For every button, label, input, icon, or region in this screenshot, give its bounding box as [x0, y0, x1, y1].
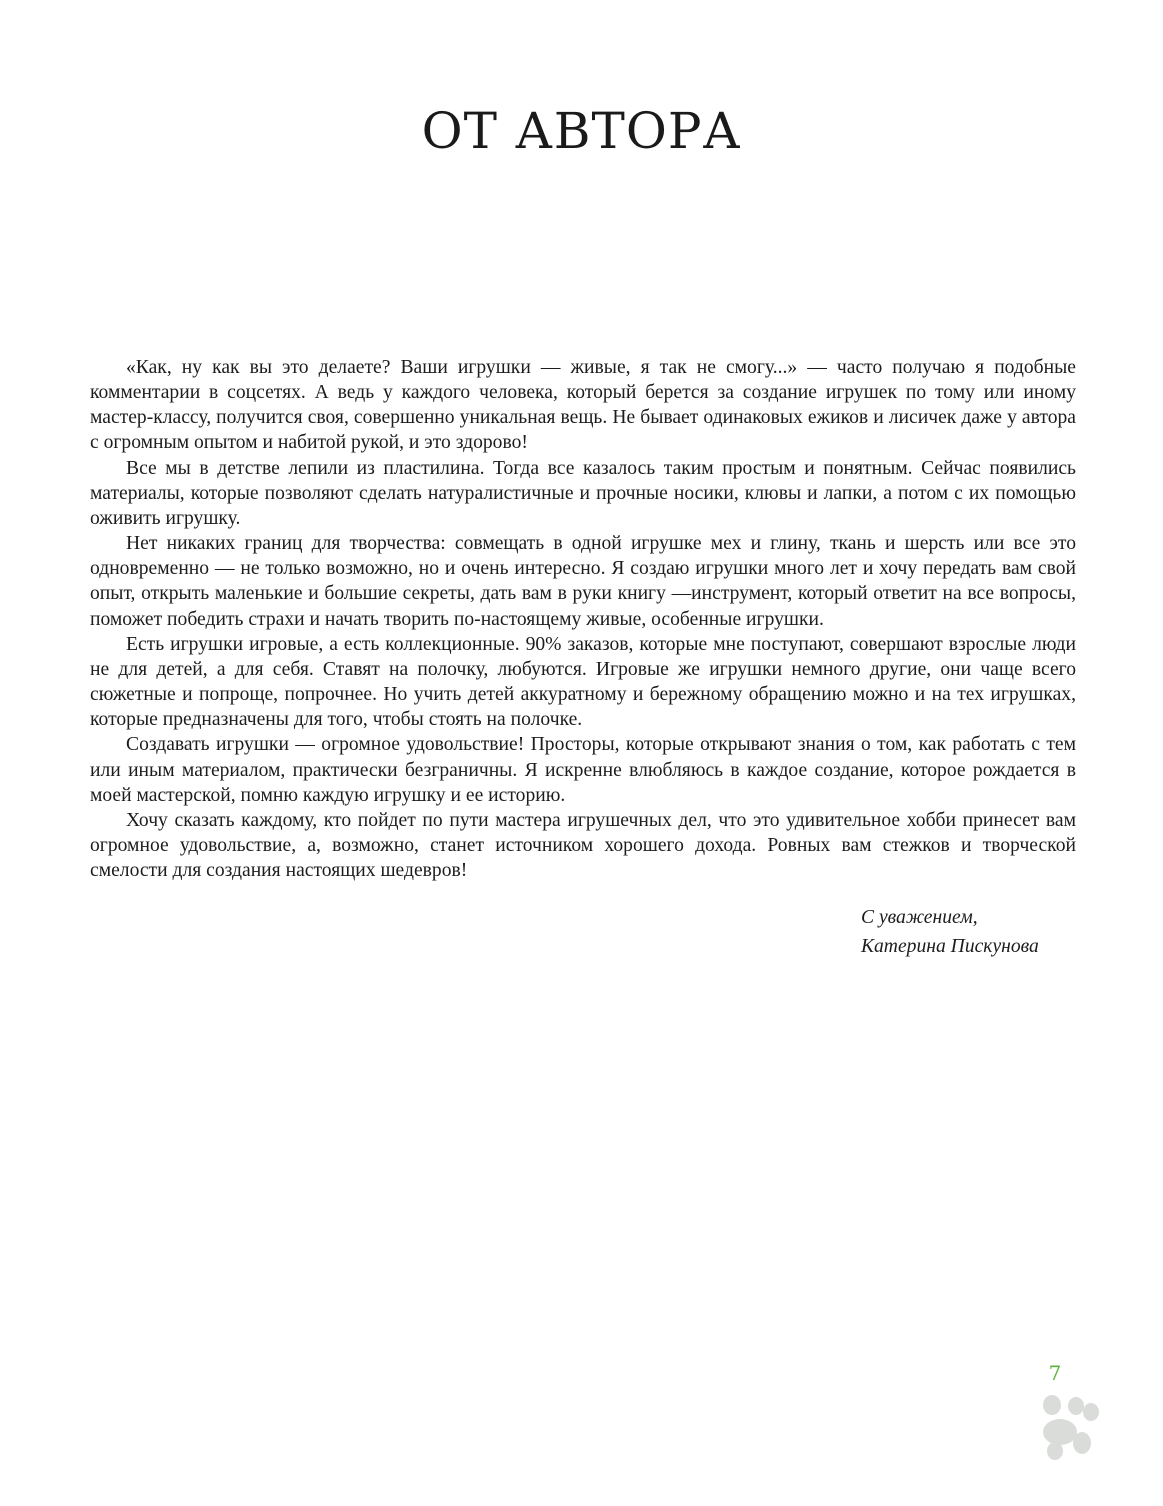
paragraph: Хочу сказать каждому, кто пойдет по пути мастера игрушечных дел, что это удивительное хобби принесет вам огромное удовольствие, а, возможно, станет источником хорошего дохода. Ровных вам стежков и творческой смелости для создания настоящих шедевров! — [90, 809, 1076, 882]
paragraph: «Как, ну как вы это делаете? Ваши игрушки — живые, я так не смогу...» — часто получаю я подобные комментарии в соцсетях. А ведь у каждого человека, который берется за создание игрушек по тому или иному мастер-классу, получится своя, совершенно уникальная вещь. Не бывает одинаковых ежиков и лисичек даже у автора с огромным опытом и набитой рукой, и это здорово! — [90, 357, 1076, 454]
paragraph: Нет никаких границ для творчества: совмещать в одной игрушке мех и глину, ткань и шерсть или все это одновременно — не только возможно, но и очень интересно. Я создаю игрушки много лет и хочу передать вам свой опыт, открыть маленькие и большие секреты, дать вам в руки книгу —инструмент, который ответит на все вопросы, поможет победить страхи и начать творить по-настоящему живые, особенные игрушки. — [90, 533, 1076, 630]
paragraph: Есть игрушки игровые, а есть коллекционные. 90% заказов, которые мне поступают, совершают взрослые люди не для детей, а для себя. Ставят на полочку, любуются. Игровые же игрушки немного другие, они чаще всего сюжетные и попроще, попрочнее. Но учить детей аккуратному и бережному обращению можно и на тех игрушках, которые предназначены для того, чтобы стоять на полочке. — [90, 633, 1076, 731]
paragraph: Создавать игрушки — огромное удовольствие! Просторы, которые открывают знания о том, как работать с тем или иным материалом, практически безграничны. Я искренне влюбляюсь в каждое создание, которое рождается в моей мастерской, помню каждую игрушку и ее историю. — [90, 734, 1076, 806]
paw-print-icon — [1028, 1385, 1108, 1465]
signature — [861, 903, 1039, 961]
paragraph: Все мы в детстве лепили из пластилина. Тогда все казалось таким простым и понятным. Сейчас появились материалы, которые позволяют сделать натуралистичные и прочные носики, клювы и лапки, а потом с их помощью оживить игрушку. — [90, 457, 1076, 529]
page-title: ОТ АВТОРА — [421, 102, 742, 160]
body-text — [90, 355, 1076, 883]
signature-greeting: С уважением, — [861, 907, 978, 928]
signature-author: Катерина Пискунова — [861, 936, 1039, 957]
page-number: 7 — [1048, 1361, 1062, 1385]
